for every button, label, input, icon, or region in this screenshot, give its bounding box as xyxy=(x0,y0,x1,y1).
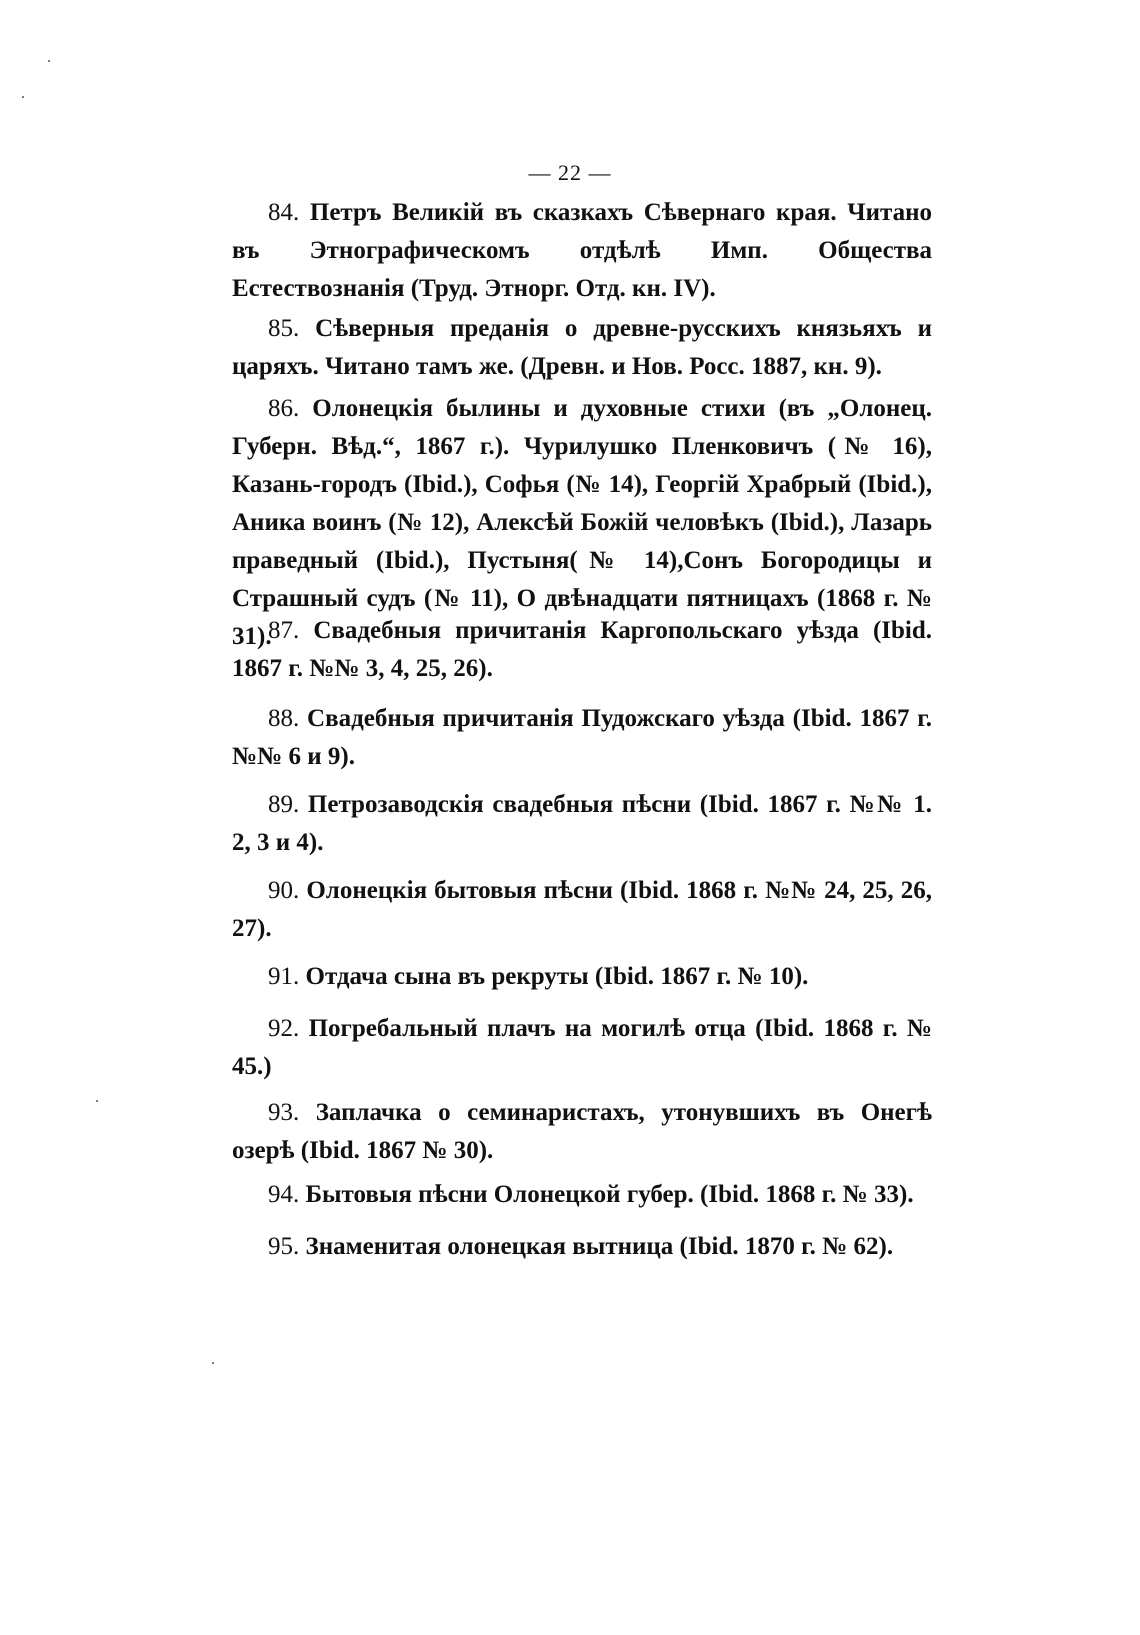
entry-text: Заплачка о семинаристахъ, утонувшихъ въ Онегѣ озерѣ (Ibid. 1867 № 30). xyxy=(232,1099,932,1164)
list-item xyxy=(232,612,932,688)
entry-text: Погребальный плачъ на могилѣ отца (Ibid. 1868 г. № 45.) xyxy=(232,1015,933,1080)
list-item xyxy=(232,786,932,862)
entry-number: 88. xyxy=(268,705,300,732)
entry-number: 91. xyxy=(268,963,300,990)
entry-text: Бытовыя пѣсни Олонецкой губер. (Ibid. 1868 г. № 33). xyxy=(305,1181,914,1208)
entry-number: 85. xyxy=(268,315,300,342)
entry-text: Свадебныя причитанія Пудожскаго уѣзда (Ibid. 1867 г. №№ 6 и 9). xyxy=(232,705,932,770)
entry-text: Знаменитая олонецкая вытница (Ibid. 1870 г. № 62). xyxy=(305,1233,894,1260)
list-item xyxy=(232,1010,932,1086)
entry-number: 86. xyxy=(268,395,300,422)
entry-text: Петръ Великій въ сказкахъ Сѣвернаго края. Читано въ Этнографическомъ отдѣлѣ Имп. Общества Естествознанія (Труд. Этнорг. Отд. кн. IV). xyxy=(232,199,933,302)
scan-speck xyxy=(212,1362,214,1364)
entry-text: Петрозаводскія свадебныя пѣсни (Ibid. 1867 г. №№ 1. 2, 3 и 4). xyxy=(232,791,932,856)
entry-number: 90. xyxy=(268,877,300,904)
list-item xyxy=(232,310,932,386)
entry-text: Сѣверныя преданія о древне-русскихъ князьяхъ и царяхъ. Читано тамъ же. (Древн. и Нов. Росс. 1887, кн. 9). xyxy=(232,315,932,380)
list-item xyxy=(232,958,932,996)
entry-text: Олонецкія бытовыя пѣсни (Ibid. 1868 г. №№ 24, 25, 26, 27). xyxy=(232,877,933,942)
scan-speck xyxy=(96,1100,98,1102)
list-item xyxy=(232,1176,932,1214)
scan-speck xyxy=(22,96,24,98)
entry-number: 87. xyxy=(268,617,300,644)
entry-number: 84. xyxy=(268,199,300,226)
entry-number: 92. xyxy=(268,1015,300,1042)
entry-number: 94. xyxy=(268,1181,300,1208)
entry-text: Олонецкія былины и духовные стихи (въ „Олонец. Губерн. Вѣд.“, 1867 г.). Чурилушко Пленковичъ (№ 16), Казань-городъ (Ibid.), Софья (№ 14), Георгій Храбрый (Ibid.), Аника воинъ (№ 12), Алексѣй Божій человѣкъ (Ibid.), Лазарь праведный (Ibid.), Пустыня(№ 14),Сонъ Богородицы и Страшный судъ (№ 11), О двѣнадцати пятницахъ (1868 г. № 31). xyxy=(232,395,933,650)
list-item xyxy=(232,700,932,776)
list-item xyxy=(232,872,932,948)
list-item xyxy=(232,1094,932,1170)
entry-text: Свадебныя причитанія Каргопольскаго уѣзда (Ibid. 1867 г. №№ 3, 4, 25, 26). xyxy=(232,617,932,682)
entry-number: 89. xyxy=(268,791,300,818)
entry-text: Отдача сына въ рекруты (Ibid. 1867 г. № 10). xyxy=(305,963,809,990)
list-item xyxy=(232,194,932,308)
list-item xyxy=(232,1228,932,1266)
entry-number: 93. xyxy=(268,1099,300,1126)
page-number: — 22 — xyxy=(528,160,612,185)
entry-number: 95. xyxy=(268,1233,300,1260)
scan-speck xyxy=(48,60,50,62)
